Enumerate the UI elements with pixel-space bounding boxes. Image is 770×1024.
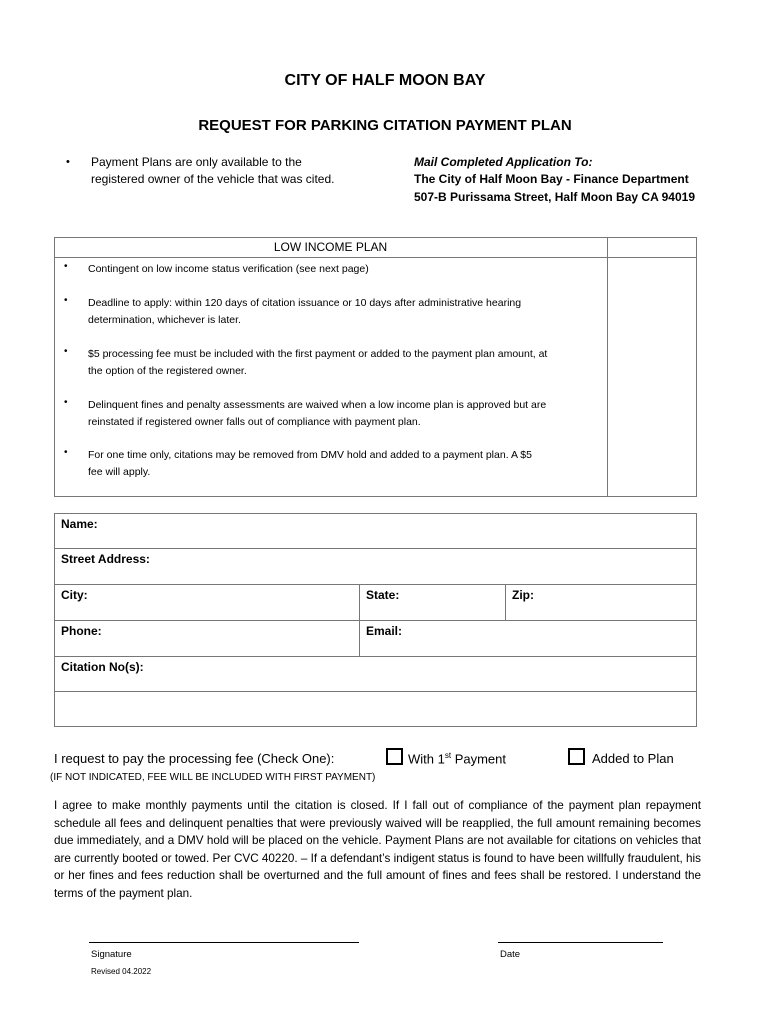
phone-field[interactable]: Phone: [61, 624, 102, 638]
plan-item-2-line1: Deadline to apply: within 120 days of citation issuance or 10 days after administrative hearing [88, 297, 522, 309]
eligibility-note-line2: registered owner of the vehicle that was cited. [91, 172, 335, 186]
mail-to-heading: Mail Completed Application To: [414, 155, 593, 169]
form-row-divider [54, 656, 697, 657]
plan-item-2 [88, 295, 603, 329]
plan-item-5 [88, 447, 603, 481]
form-column-divider [359, 584, 360, 656]
plan-header-divider [54, 257, 697, 258]
plan-item-4-line2: reinstated if registered owner falls out of compliance with payment plan. [88, 416, 421, 428]
eligibility-note-line1: Payment Plans are only available to the [91, 155, 302, 169]
plan-bullet: • [64, 397, 68, 408]
plan-bullet: • [64, 447, 68, 458]
plan-item-3 [88, 346, 603, 380]
option1-superscript: st [444, 751, 452, 760]
signature-label: Signature [91, 949, 132, 960]
processing-fee-prompt: I request to pay the processing fee (Check One): [54, 751, 335, 766]
with-first-payment-label [408, 751, 506, 766]
date-label: Date [500, 949, 521, 960]
plan-item-4 [88, 397, 603, 431]
plan-item-1-line1: Contingent on low income status verification (see next page) [88, 263, 369, 275]
mail-to-line1: The City of Half Moon Bay - Finance Department [414, 172, 689, 186]
plan-item-5-line2: fee will apply. [88, 466, 151, 478]
processing-fee-note: (IF NOT INDICATED, FEE WILL BE INCLUDED WITH FIRST PAYMENT) [50, 772, 376, 783]
option1-suffix: Payment [451, 751, 506, 767]
name-field[interactable]: Name: [61, 517, 98, 531]
form-row-divider [54, 620, 697, 621]
email-field[interactable]: Email: [366, 624, 403, 638]
plan-bullet: • [64, 261, 68, 272]
plan-item-2-line2: determination, whichever is later. [88, 314, 241, 326]
added-to-plan-checkbox[interactable] [568, 748, 585, 765]
form-row-divider [54, 548, 697, 549]
agreement-text: I agree to make monthly payments until the citation is closed. If I fall out of compliance of the payment plan repayment schedule all fees and delinquent penalties that were previously waived will be reapplied, the full amount remaining becomes due immediately, and a DMV hold will be placed on the vehicle. Payment Plans are not available for citations on vehicles that are currently booted or towed. Per CVC 40220. – If a defendant’s indigent status is found to have been willfully fraudulent, his or her fines and fees reduction shall be overturned and the full amount of fines and fees shall be restored. I understand the terms of the payment plan. [54, 799, 701, 900]
with-first-payment-checkbox[interactable] [386, 748, 403, 765]
eligibility-bullet: • [66, 156, 70, 168]
city-title: CITY OF HALF MOON BAY [284, 72, 486, 89]
street-address-field[interactable]: Street Address: [61, 552, 150, 566]
citation-numbers-extra-field[interactable] [55, 692, 696, 726]
zip-field[interactable]: Zip: [512, 588, 534, 602]
plan-column-divider [607, 237, 608, 497]
plan-item-3-line1: $5 processing fee must be included with the first payment or added to the payment plan amount, at [88, 348, 548, 360]
plan-item-3-line2: the option of the registered owner. [88, 365, 247, 377]
plan-bullet: • [64, 295, 68, 306]
state-field[interactable]: State: [366, 588, 400, 602]
form-row-divider [54, 584, 697, 585]
added-to-plan-label: Added to Plan [592, 751, 674, 766]
date-line[interactable] [498, 942, 663, 943]
plan-bullet: • [64, 346, 68, 357]
low-income-plan-title: LOW INCOME PLAN [273, 240, 388, 254]
mail-to-line2: 507-B Purissama Street, Half Moon Bay CA 94019 [414, 190, 695, 204]
signature-line[interactable] [89, 942, 359, 943]
form-title: REQUEST FOR PARKING CITATION PAYMENT PLAN [198, 117, 572, 134]
option1-prefix: With 1 [408, 751, 445, 767]
city-field[interactable]: City: [61, 588, 88, 602]
revision-label: Revised 04.2022 [91, 967, 152, 976]
plan-item-1 [88, 261, 603, 278]
citation-numbers-field[interactable]: Citation No(s): [61, 660, 144, 674]
plan-item-4-line1: Delinquent fines and penalty assessments are waived when a low income plan is approved but are [88, 399, 547, 411]
plan-item-5-line1: For one time only, citations may be removed from DMV hold and added to a payment plan. A $5 [88, 449, 532, 461]
form-column-divider [505, 584, 506, 620]
eligibility-note [91, 154, 391, 188]
